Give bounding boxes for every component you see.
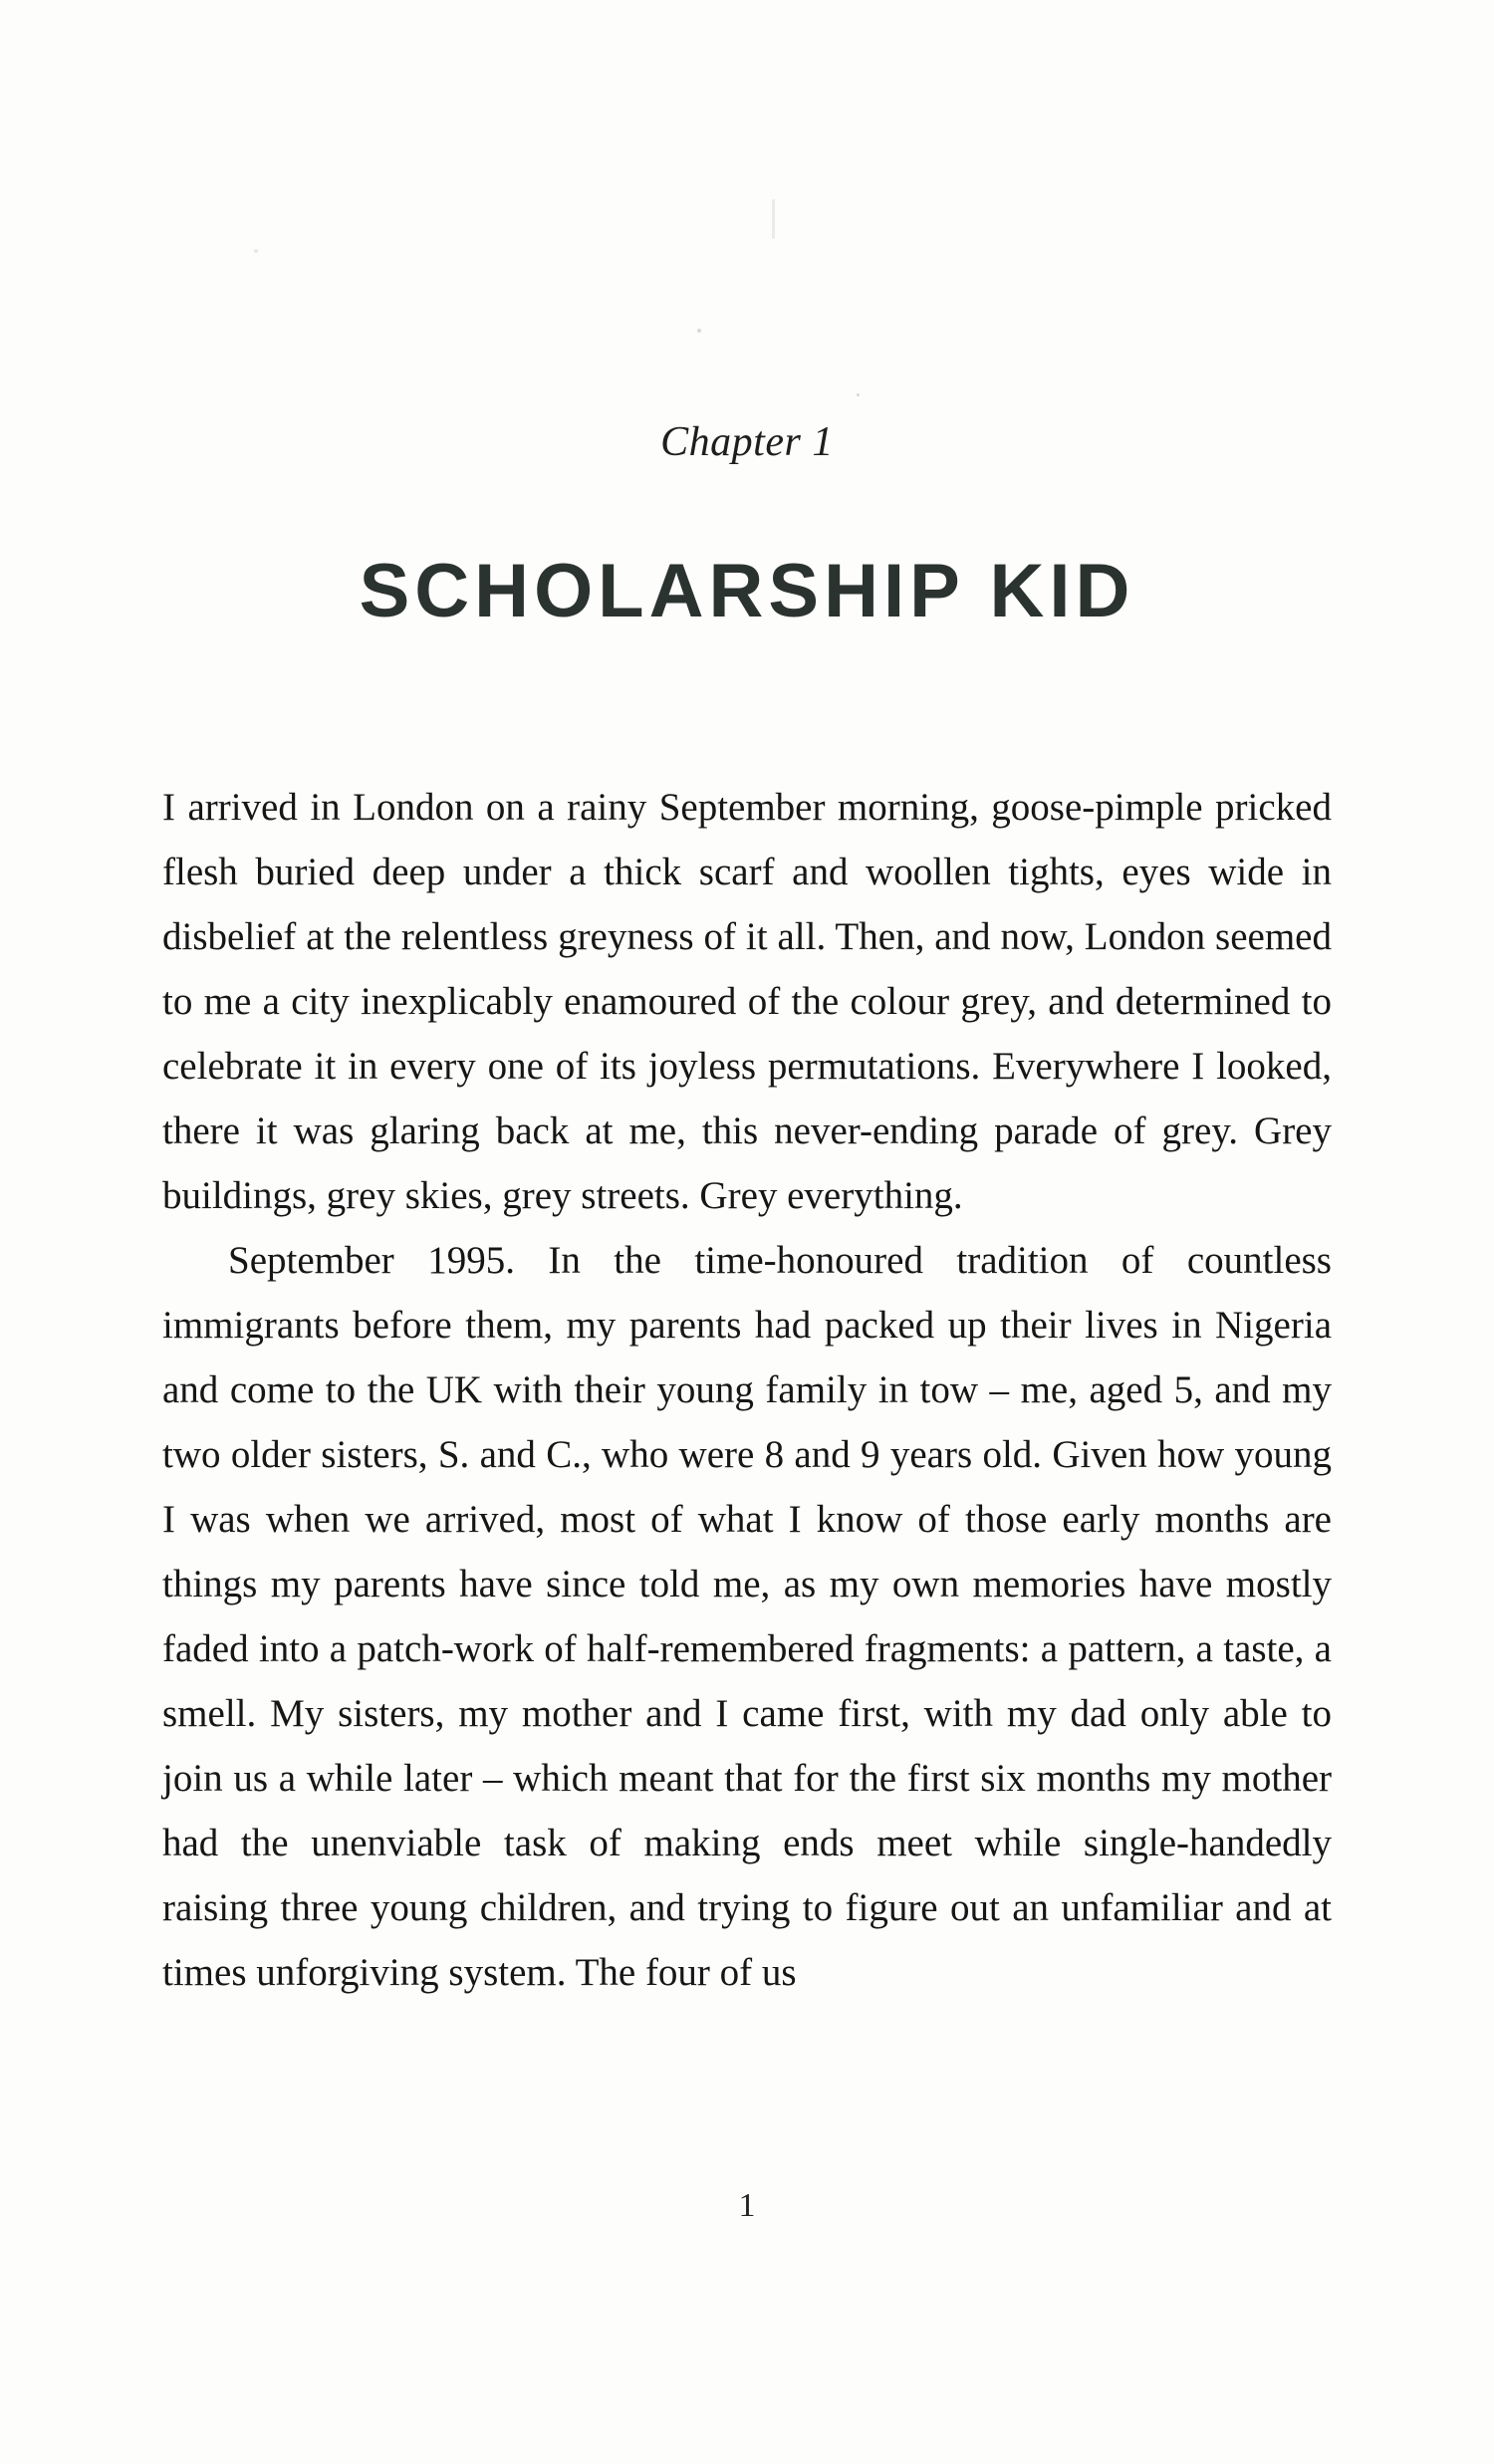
scan-speck bbox=[254, 249, 258, 253]
chapter-label: Chapter 1 bbox=[660, 419, 834, 465]
paragraph-1: I arrived in London on a rainy September morning, goose-pimple pricked flesh buried deep under a thick scarf and woollen tights, eyes wide in disbelief at the relentless greyness of it all. Then, and now, London seemed to me a city inexplicably enamoured of the colour grey, and determined to celebrate it in every one of its joyless permutations. Everywhere I looked, there it was glaring back at me, this never-ending parade of grey. Grey buildings, grey skies, grey streets. Grey everything. bbox=[162, 786, 1332, 1217]
paragraph-2: September 1995. In the time-honoured tradition of countless immigrants before them, my parents had packed up their lives in Nigeria and come to the UK with their young family in tow – me, aged 5, and my two older sisters, S. and C., who were 8 and 9 years old. Given how young I was when we arrived, most of what I know of those early months are things my parents have since told me, as my own memories have mostly faded into a patch-work of half-remembered fragments: a pattern, a taste, a smell. My sisters, my mother and I came first, with my dad only able to join us a while later – which meant that for the first six months my mother had the unenviable task of making ends meet while single-handedly raising three young children, and trying to figure out an unfamiliar and at times unforgiving system. The four of us bbox=[162, 1239, 1332, 1994]
scan-speck bbox=[697, 329, 701, 333]
scan-speck bbox=[857, 393, 860, 396]
chapter-title: SCHOLARSHIP KID bbox=[359, 549, 1135, 633]
body-text bbox=[162, 775, 1332, 2005]
page-number: 1 bbox=[738, 2187, 756, 2224]
scan-speck bbox=[772, 199, 775, 239]
